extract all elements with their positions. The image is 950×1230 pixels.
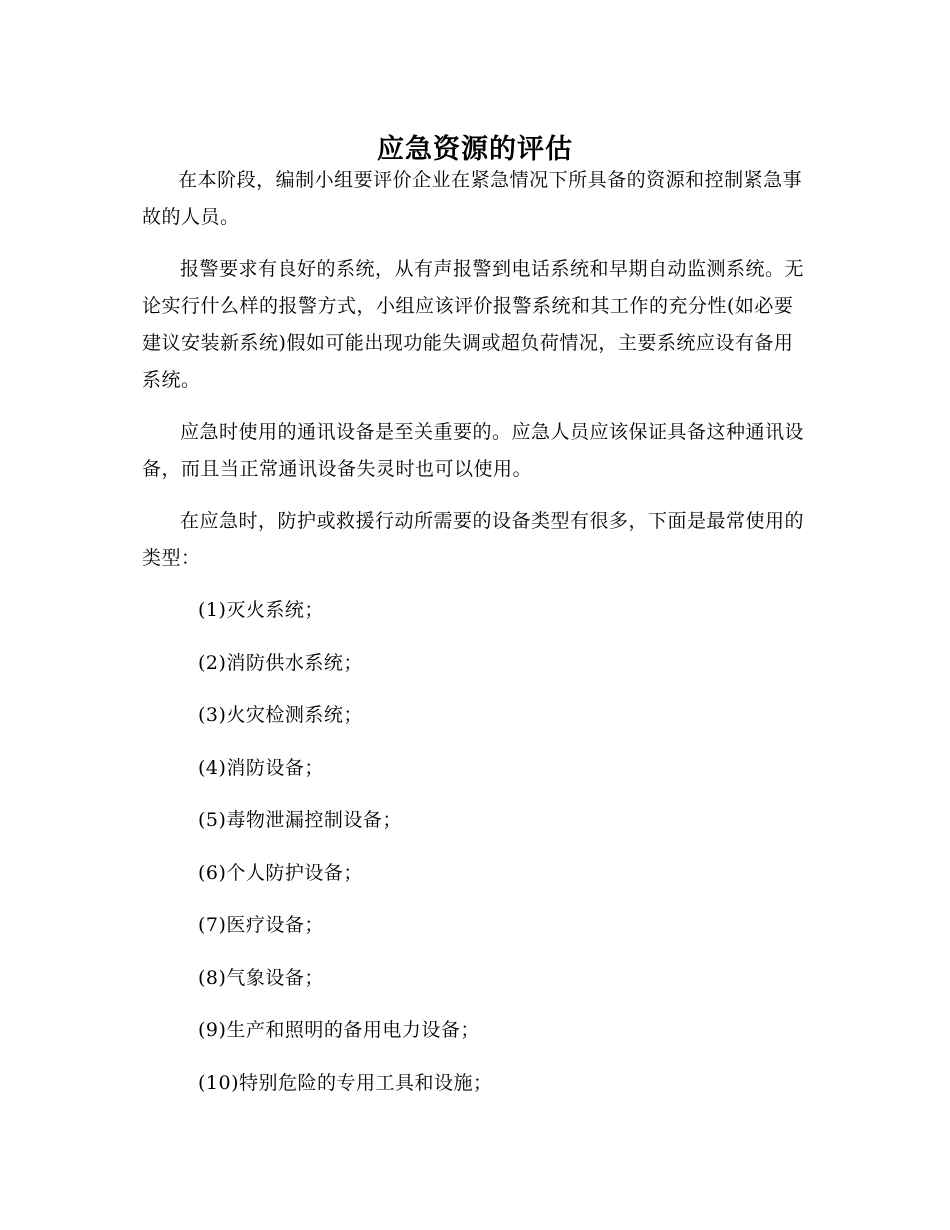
equipment-list xyxy=(142,592,806,1102)
document-title: 应急资源的评估 xyxy=(377,134,573,166)
list-item: (9)生产和照明的备用电力设备； xyxy=(198,1019,480,1041)
list-item: (7)医疗设备； xyxy=(198,914,324,936)
list-item: (3)火灾检测系统； xyxy=(198,704,363,726)
paragraph-intro: 在本阶段，编制小组要评价企业在紧急情况下所具备的资源和控制紧急事故的人员。 xyxy=(142,169,803,228)
list-item: (6)个人防护设备； xyxy=(198,861,363,884)
paragraph-alarm-system: 报警要求有良好的系统，从有声报警到电话系统和早期自动监测系统。无论实行什么样的报警方式，小组应该评价报警系统和其工作的充分性(如必要建议安装新系统)假如可能出现功能失调或超负荷情况，主要系统应设有备用系统。 xyxy=(142,258,805,391)
list-item: (8)气象设备； xyxy=(198,966,324,989)
paragraph-communication: 应急时使用的通讯设备是至关重要的。应急人员应该保证具备这种通讯设备，而且当正常通讯设备失灵时也可以使用。 xyxy=(142,421,805,480)
paragraph-equipment-intro: 在应急时，防护或救援行动所需要的设备类型有很多，下面是最常使用的类型： xyxy=(142,510,805,569)
list-item: (10)特别危险的专用工具和设施； xyxy=(198,1071,493,1094)
document-body xyxy=(142,162,806,1117)
list-item: (5)毒物泄漏控制设备； xyxy=(198,809,402,831)
list-item: (1)灭火系统； xyxy=(198,599,324,621)
list-item: (4)消防设备； xyxy=(198,756,324,779)
list-item: (2)消防供水系统； xyxy=(198,651,363,674)
